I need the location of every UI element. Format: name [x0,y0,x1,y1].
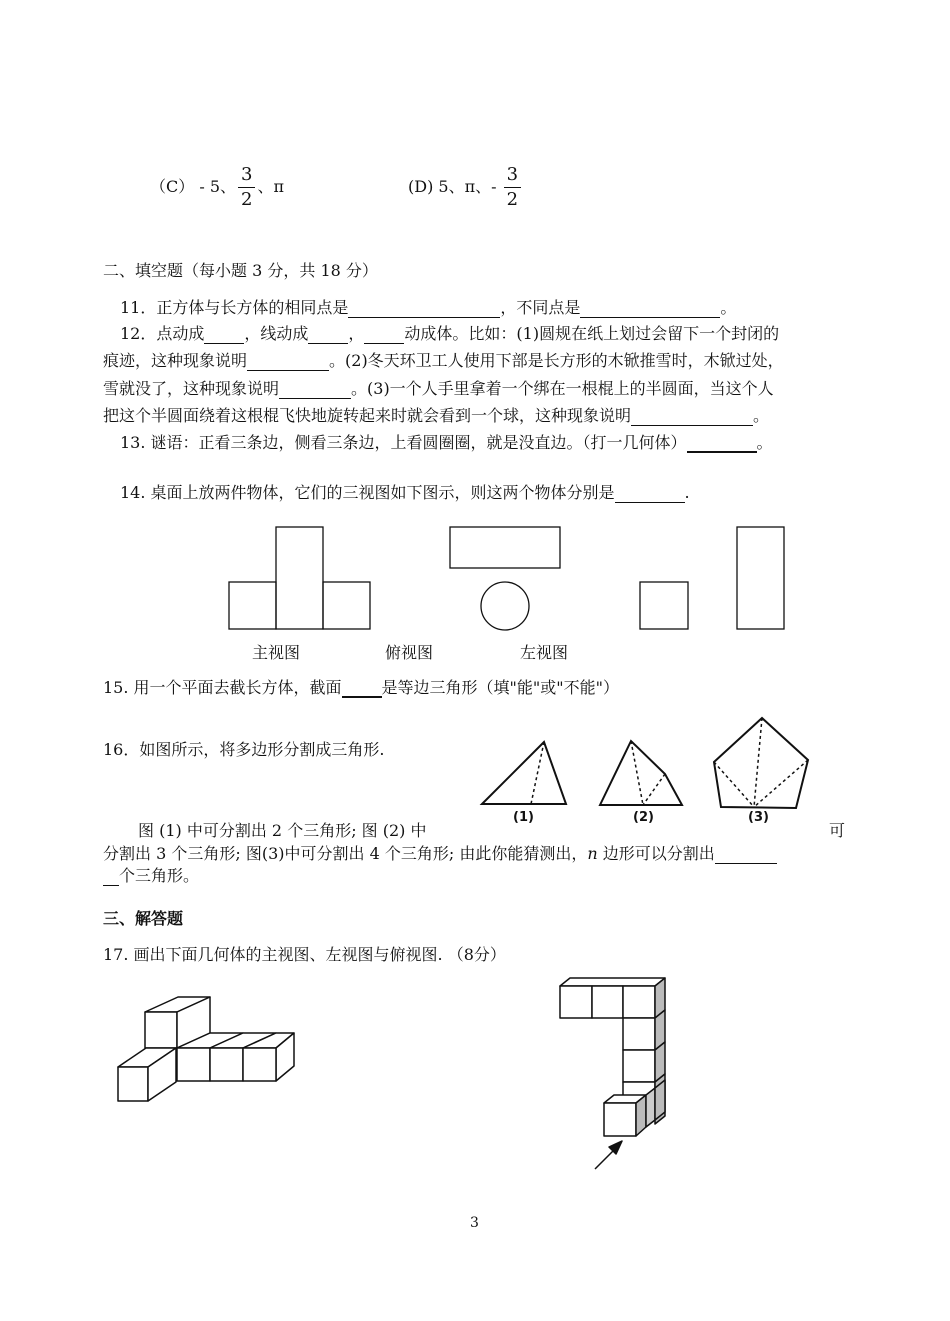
left-view-label: 左视图 [520,643,569,662]
q11-text-a: 11．正方体与长方体的相同点是 [120,298,349,317]
q16-text: 图 (1) 中可分割出 2 个三角形; 图 (2) 中 [138,821,427,840]
q11-text-b: ，不同点是 [500,298,581,317]
q11-text-c: 。 [720,298,737,317]
fraction-numerator: 3 [504,166,521,188]
figure1-label: (1) [513,810,534,825]
q12-text: 雪就没了，这种现象说明 [103,379,280,398]
fraction-denominator: 2 [506,189,519,210]
q16-variable-n: n [587,844,598,863]
q14-text-end: . [684,483,690,502]
q15-text-end: 是等边三角形（填"能"或"不能"） [381,678,619,697]
fraction-denominator: 2 [241,189,253,210]
figure2-label: (2) [633,810,654,825]
page-number: 3 [470,1215,479,1231]
question-17: 17. 画出下面几何体的主视图、左视图与俯视图. （8分） [103,945,506,964]
q12-text: 痕迹，这种现象说明 [103,351,248,370]
figure3-label: (3) [748,810,769,825]
q13-text-end: 。 [756,433,773,452]
q12-text: 。 [753,406,770,425]
choice-d-prefix: (D) 5、π、- [408,177,502,196]
q12-text: ，线动成 [244,324,309,343]
q16-text: 个三角形。 [119,866,200,885]
choice-c-prefix: （C） - 5、 [150,177,237,196]
fraction-numerator: 3 [238,166,255,188]
front-view-label: 主视图 [252,643,301,662]
q12-text: 12．点动成 [120,324,205,343]
q16-text: 分割出 3 个三角形; 图(3)中可分割出 4 个三角形; 由此你能猜测出， [103,844,588,863]
q12-text: 。(2)冬天环卫工人使用下部是长方形的木锨推雪时，木锨过处， [329,351,784,370]
q12-text: ， [348,324,365,343]
q14-text: 14. 桌面上放两件物体，它们的三视图如下图示，则这两个物体分别是 [120,483,615,502]
question-16-line1-end: 可 [829,821,846,840]
question-16-title: 16．如图所示，将多边形分割成三角形. [103,740,385,759]
q16-text: 边形可以分割出 [597,844,715,863]
choice-c-suffix: 、π [257,177,284,196]
q15-text: 15. 用一个平面去截长方体，截面 [103,678,342,697]
q12-text: 动成体。比如：(1)圆规在纸上划过会留下一个封闭的 [404,324,780,343]
q12-text: 把这个半圆面绕着这根棍飞快地旋转起来时就会看到一个球，这种现象说明 [103,406,632,425]
section3-title: 三、解答题 [103,909,184,928]
top-view-label: 俯视图 [385,643,434,662]
q12-text: 。(3)一个人手里拿着一个绑在一根棍上的半圆面，当这个人 [351,379,774,398]
section2-title: 二、填空题（每小题 3 分，共 18 分） [103,261,378,280]
q13-text: 13. 谜语：正看三条边，侧看三条边，上看圆圈圈，就是没直边。（打一几何体） [120,433,687,452]
